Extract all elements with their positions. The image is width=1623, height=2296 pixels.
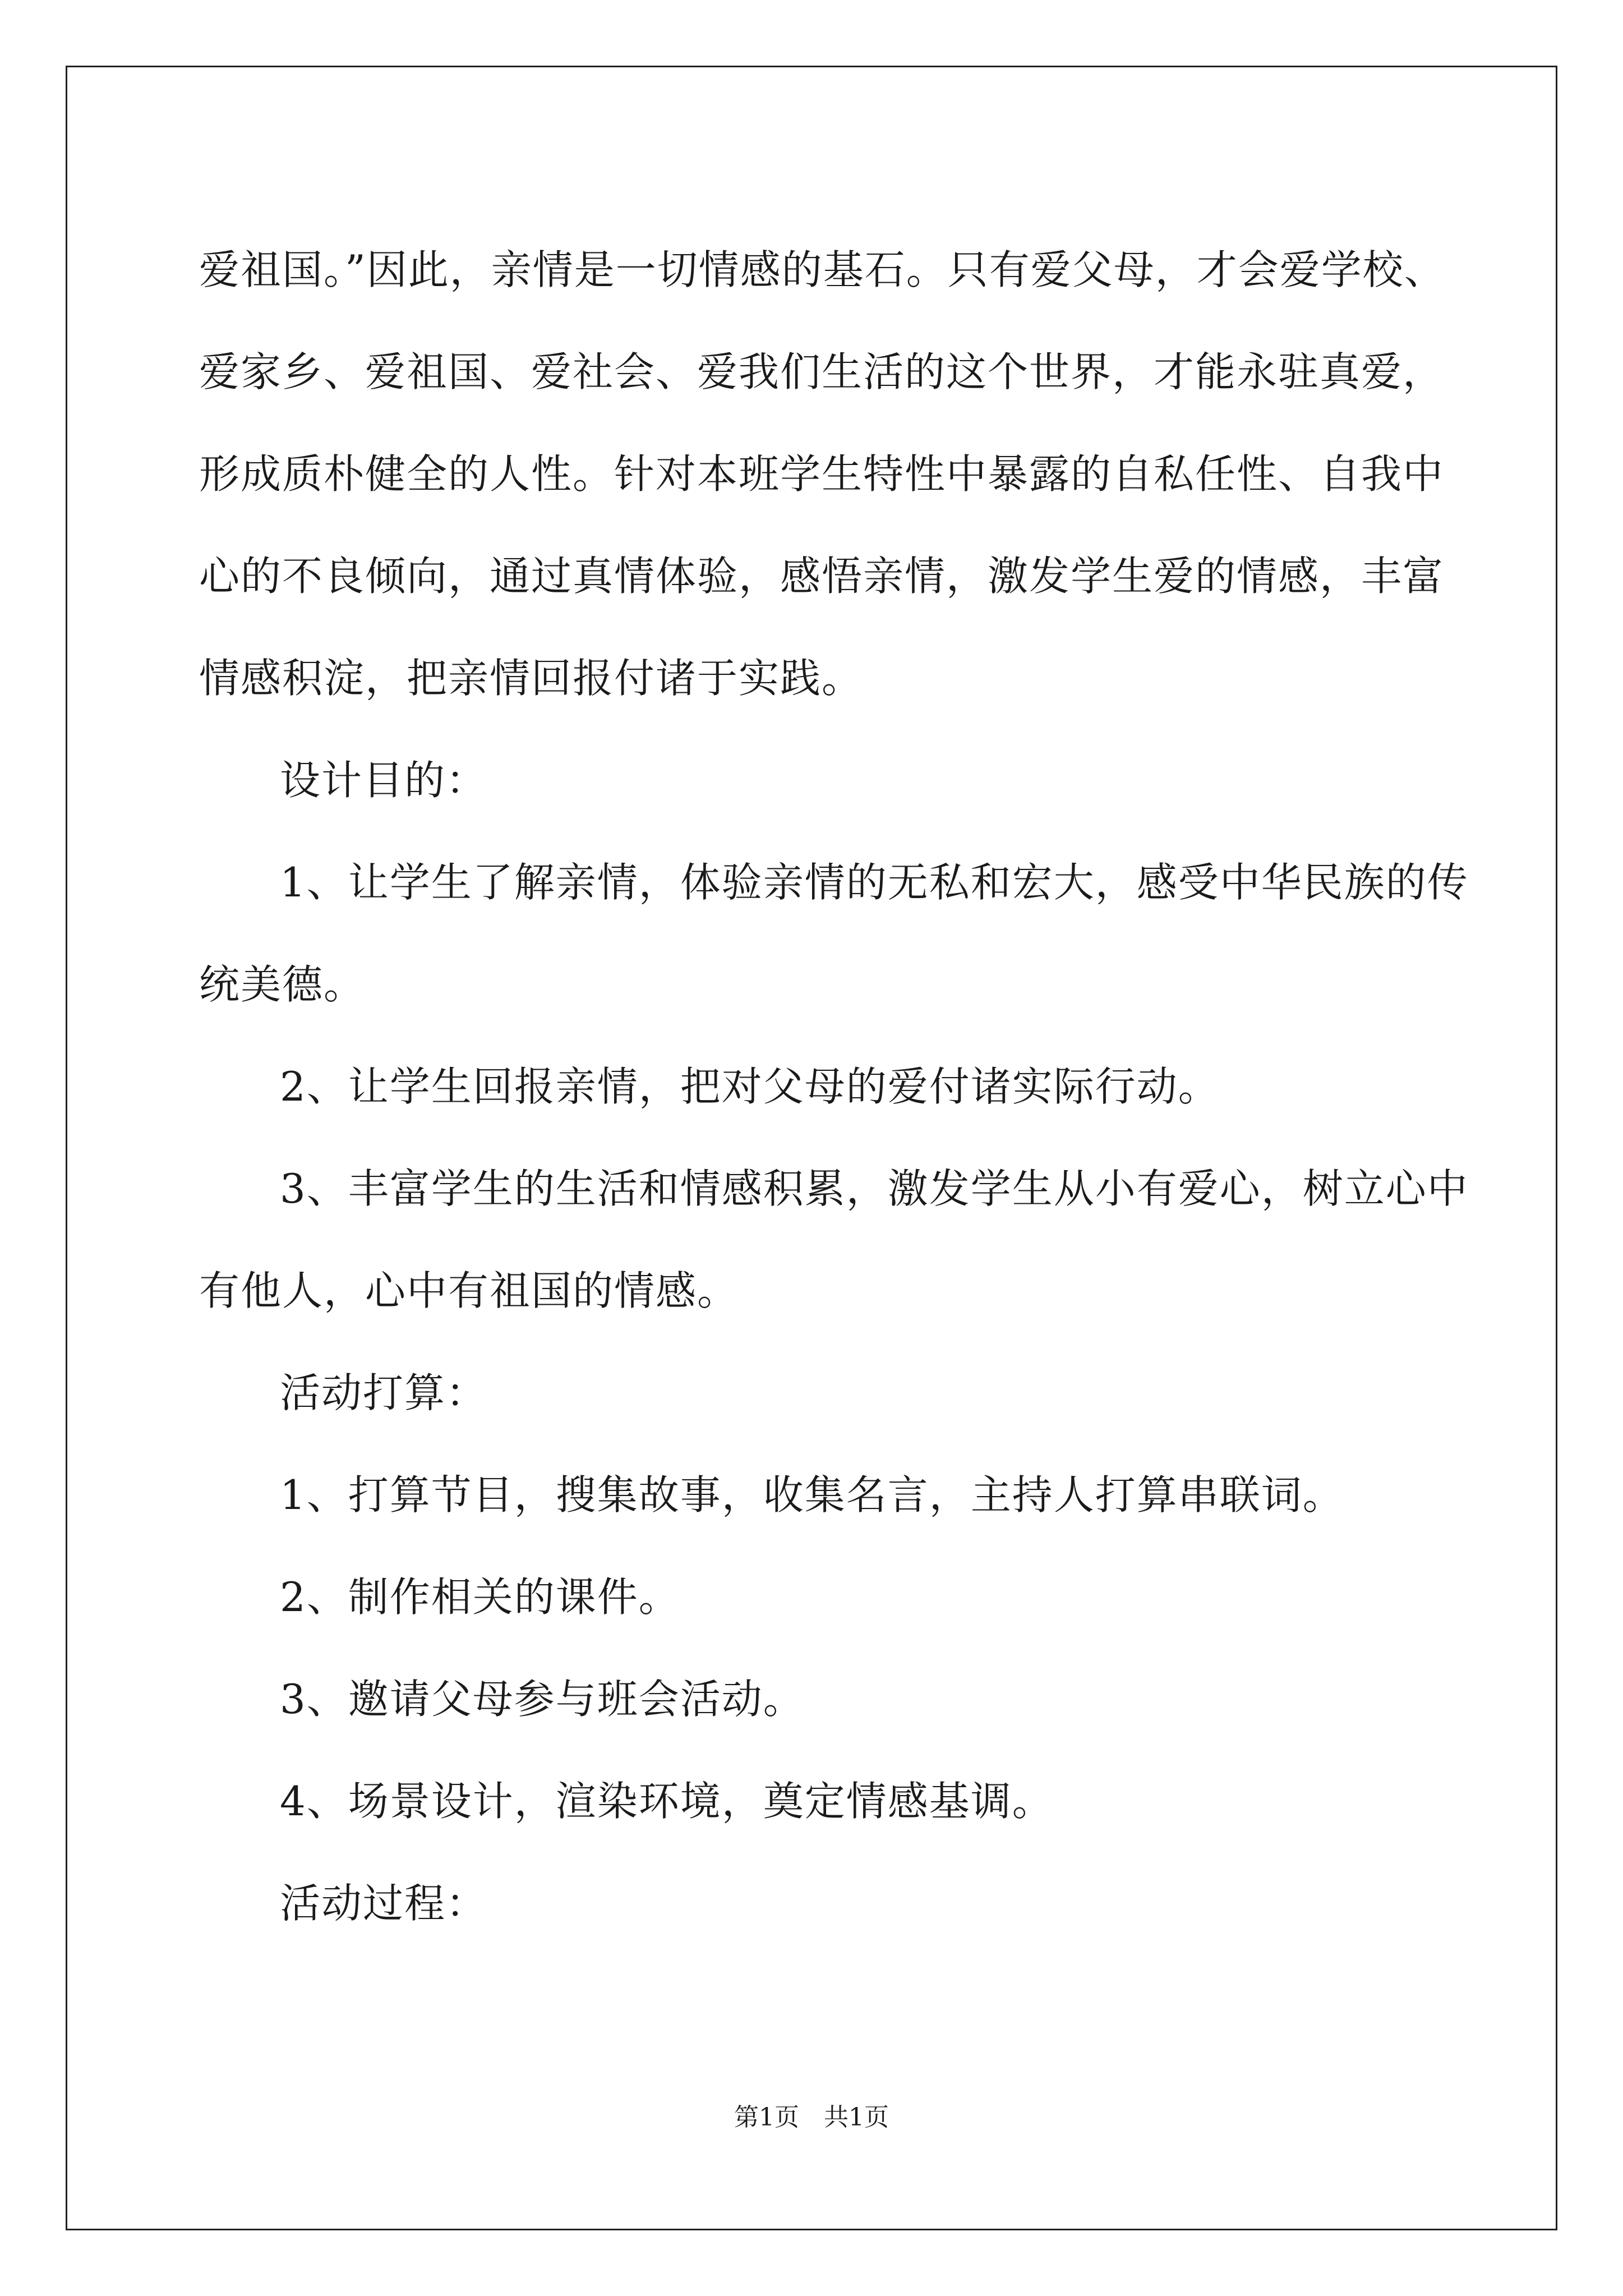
section-heading-activity-plan: 活动打算： — [280, 1369, 488, 1416]
text-line: 爱祖国。”因此，亲情是一切情感的基石。只有爱父母，才会爱学校、 — [199, 246, 1446, 293]
text-line: 爱家乡、爱祖国、爱社会、爱我们生活的这个世界，才能永驻真爱， — [199, 348, 1445, 395]
list-item: 1、打算节目，搜集故事，收集名言，主持人打算串联词。 — [280, 1471, 1344, 1519]
text-line: 统美德。 — [199, 961, 366, 1008]
section-heading-activity-process: 活动过程： — [280, 1880, 488, 1927]
list-item: 2、让学生回报亲情，把对父母的爱付诸实际行动。 — [280, 1063, 1220, 1110]
list-item: 1、让学生了解亲情，体验亲情的无私和宏大，感受中华民族的传 — [280, 859, 1469, 906]
text-line: 有他人，心中有祖国的情感。 — [199, 1267, 739, 1314]
page-footer: 第1页 共1页 — [734, 2103, 889, 2132]
list-item: 2、制作相关的课件。 — [280, 1573, 680, 1621]
document-body — [199, 219, 1469, 1954]
list-item: 3、邀请父母参与班会活动。 — [280, 1676, 805, 1723]
text-line: 形成质朴健全的人性。针对本班学生特性中暴露的自私任性、自我中 — [199, 450, 1445, 498]
list-item: 3、丰富学生的生活和情感积累，激发学生从小有爱心，树立心中 — [280, 1165, 1469, 1212]
list-item: 4、场景设计，渲染环境，奠定情感基调。 — [280, 1778, 1054, 1825]
text-line: 情感积淀，把亲情回报付诸于实践。 — [199, 655, 864, 702]
section-heading-design-purpose: 设计目的： — [280, 757, 488, 804]
text-line: 心的不良倾向，通过真情体验，感悟亲情，激发学生爱的情感，丰富 — [199, 553, 1445, 600]
